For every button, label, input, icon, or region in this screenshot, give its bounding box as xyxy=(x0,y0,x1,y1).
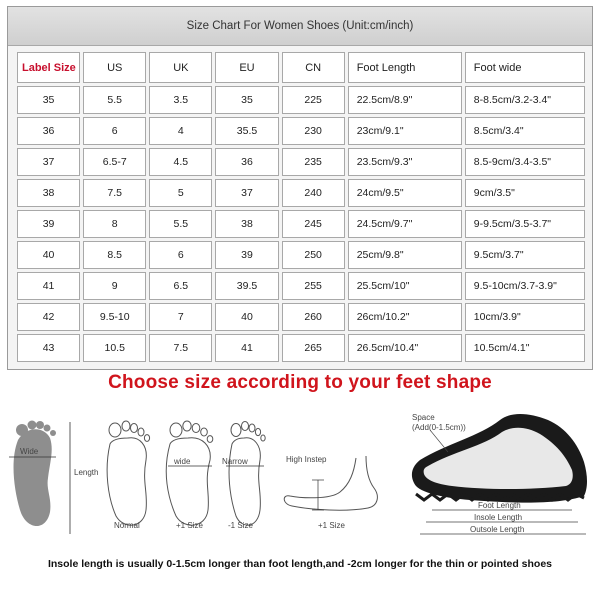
table-cell: 42 xyxy=(17,303,80,331)
table-header-row xyxy=(17,52,585,83)
table-cell: 6.5-7 xyxy=(83,148,146,176)
table-body xyxy=(17,86,585,362)
table-cell: 4 xyxy=(149,117,212,145)
table-cell: 37 xyxy=(215,179,278,207)
column-header: Foot wide xyxy=(465,52,585,83)
table-cell: 39 xyxy=(17,210,80,238)
table-cell: 41 xyxy=(17,272,80,300)
foot-shape-diagrams xyxy=(0,400,600,540)
wide-label: Wide xyxy=(20,447,39,456)
table-cell: 3.5 xyxy=(149,86,212,114)
size-notice: Choose size according to your feet shape xyxy=(108,372,492,393)
table-row xyxy=(17,241,585,269)
foot-print-diagram xyxy=(9,421,98,535)
normal-caption: Normal xyxy=(114,521,140,530)
high-instep-diagram xyxy=(284,456,377,510)
table-cell: 25.5cm/10" xyxy=(348,272,462,300)
table-row xyxy=(17,86,585,114)
wide-foot-diagram xyxy=(166,421,213,525)
table-cell: 7.5 xyxy=(149,334,212,362)
table-cell: 10.5 xyxy=(83,334,146,362)
narrow-caption: -1 Size xyxy=(228,521,253,530)
outsole-length-label: Outsole Length xyxy=(470,525,525,534)
table-cell: 4.5 xyxy=(149,148,212,176)
table-cell: 9cm/3.5" xyxy=(465,179,585,207)
table-cell: 23cm/9.1" xyxy=(348,117,462,145)
table-cell: 7.5 xyxy=(83,179,146,207)
space-value: (Add(0-1.5cm)) xyxy=(412,423,466,432)
size-chart xyxy=(7,6,593,370)
table-cell: 8.5-9cm/3.4-3.5" xyxy=(465,148,585,176)
table-cell: 9.5cm/3.7" xyxy=(465,241,585,269)
table-row xyxy=(17,117,585,145)
foot-length-label: Foot Length xyxy=(478,501,521,510)
table-cell: 41 xyxy=(215,334,278,362)
column-header: Label Size xyxy=(17,52,80,83)
table-row xyxy=(17,179,585,207)
space-label: Space xyxy=(412,413,435,422)
normal-foot-diagram xyxy=(107,421,149,525)
table-cell: 36 xyxy=(215,148,278,176)
table-cell: 6.5 xyxy=(149,272,212,300)
table-cell: 24cm/9.5" xyxy=(348,179,462,207)
table-cell: 5 xyxy=(149,179,212,207)
column-header: Foot Length xyxy=(348,52,462,83)
table-cell: 250 xyxy=(282,241,345,269)
table-cell: 35 xyxy=(17,86,80,114)
table-cell: 8 xyxy=(83,210,146,238)
table-row xyxy=(17,148,585,176)
column-header: CN xyxy=(282,52,345,83)
wide-caption: +1 Size xyxy=(176,521,203,530)
table-cell: 9.5-10 xyxy=(83,303,146,331)
table-cell: 22.5cm/8.9" xyxy=(348,86,462,114)
table-cell: 35 xyxy=(215,86,278,114)
table-cell: 245 xyxy=(282,210,345,238)
table-cell: 10.5cm/4.1" xyxy=(465,334,585,362)
table-cell: 7 xyxy=(149,303,212,331)
table-row xyxy=(17,334,585,362)
table-cell: 8-8.5cm/3.2-3.4" xyxy=(465,86,585,114)
table-cell: 5.5 xyxy=(83,86,146,114)
table-cell: 225 xyxy=(282,86,345,114)
table-cell: 260 xyxy=(282,303,345,331)
insole-footnote: Insole length is usually 0-1.5cm longer than foot length,and -2cm longer for the thin or pointed shoes xyxy=(47,558,553,570)
table-cell: 23.5cm/9.3" xyxy=(348,148,462,176)
table-cell: 40 xyxy=(17,241,80,269)
column-header: EU xyxy=(215,52,278,83)
table-cell: 8.5cm/3.4" xyxy=(465,117,585,145)
table-cell: 38 xyxy=(215,210,278,238)
table-cell: 8.5 xyxy=(83,241,146,269)
table-cell: 230 xyxy=(282,117,345,145)
table-cell: 235 xyxy=(282,148,345,176)
table-cell: 240 xyxy=(282,179,345,207)
insole-length-label: Insole Length xyxy=(474,513,523,522)
table-cell: 5.5 xyxy=(149,210,212,238)
column-header: US xyxy=(83,52,146,83)
table-cell: 9-9.5cm/3.5-3.7" xyxy=(465,210,585,238)
high-instep-caption: +1 Size xyxy=(318,521,345,530)
table-cell: 36 xyxy=(17,117,80,145)
table-row xyxy=(17,210,585,238)
table-cell: 26.5cm/10.4" xyxy=(348,334,462,362)
table-cell: 9.5-10cm/3.7-3.9" xyxy=(465,272,585,300)
column-header: UK xyxy=(149,52,212,83)
table-cell: 38 xyxy=(17,179,80,207)
table-cell: 26cm/10.2" xyxy=(348,303,462,331)
table-cell: 39 xyxy=(215,241,278,269)
table-row xyxy=(17,272,585,300)
table-cell: 255 xyxy=(282,272,345,300)
length-label: Length xyxy=(74,468,99,477)
narrow-tag: Narrow xyxy=(222,457,248,466)
narrow-foot-diagram xyxy=(226,422,265,526)
table-cell: 10cm/3.9" xyxy=(465,303,585,331)
table-cell: 37 xyxy=(17,148,80,176)
table-cell: 35.5 xyxy=(215,117,278,145)
table-row xyxy=(17,303,585,331)
size-table xyxy=(14,49,588,365)
table-cell: 6 xyxy=(149,241,212,269)
table-cell: 40 xyxy=(215,303,278,331)
chart-title: Size Chart For Women Shoes (Unit:cm/inch) xyxy=(8,7,592,46)
table-cell: 43 xyxy=(17,334,80,362)
table-cell: 6 xyxy=(83,117,146,145)
table-cell: 9 xyxy=(83,272,146,300)
high-instep-title: High Instep xyxy=(286,455,327,464)
table-cell: 265 xyxy=(282,334,345,362)
wide-tag: wide xyxy=(174,457,191,466)
table-cell: 25cm/9.8" xyxy=(348,241,462,269)
table-cell: 39.5 xyxy=(215,272,278,300)
table-cell: 24.5cm/9.7" xyxy=(348,210,462,238)
